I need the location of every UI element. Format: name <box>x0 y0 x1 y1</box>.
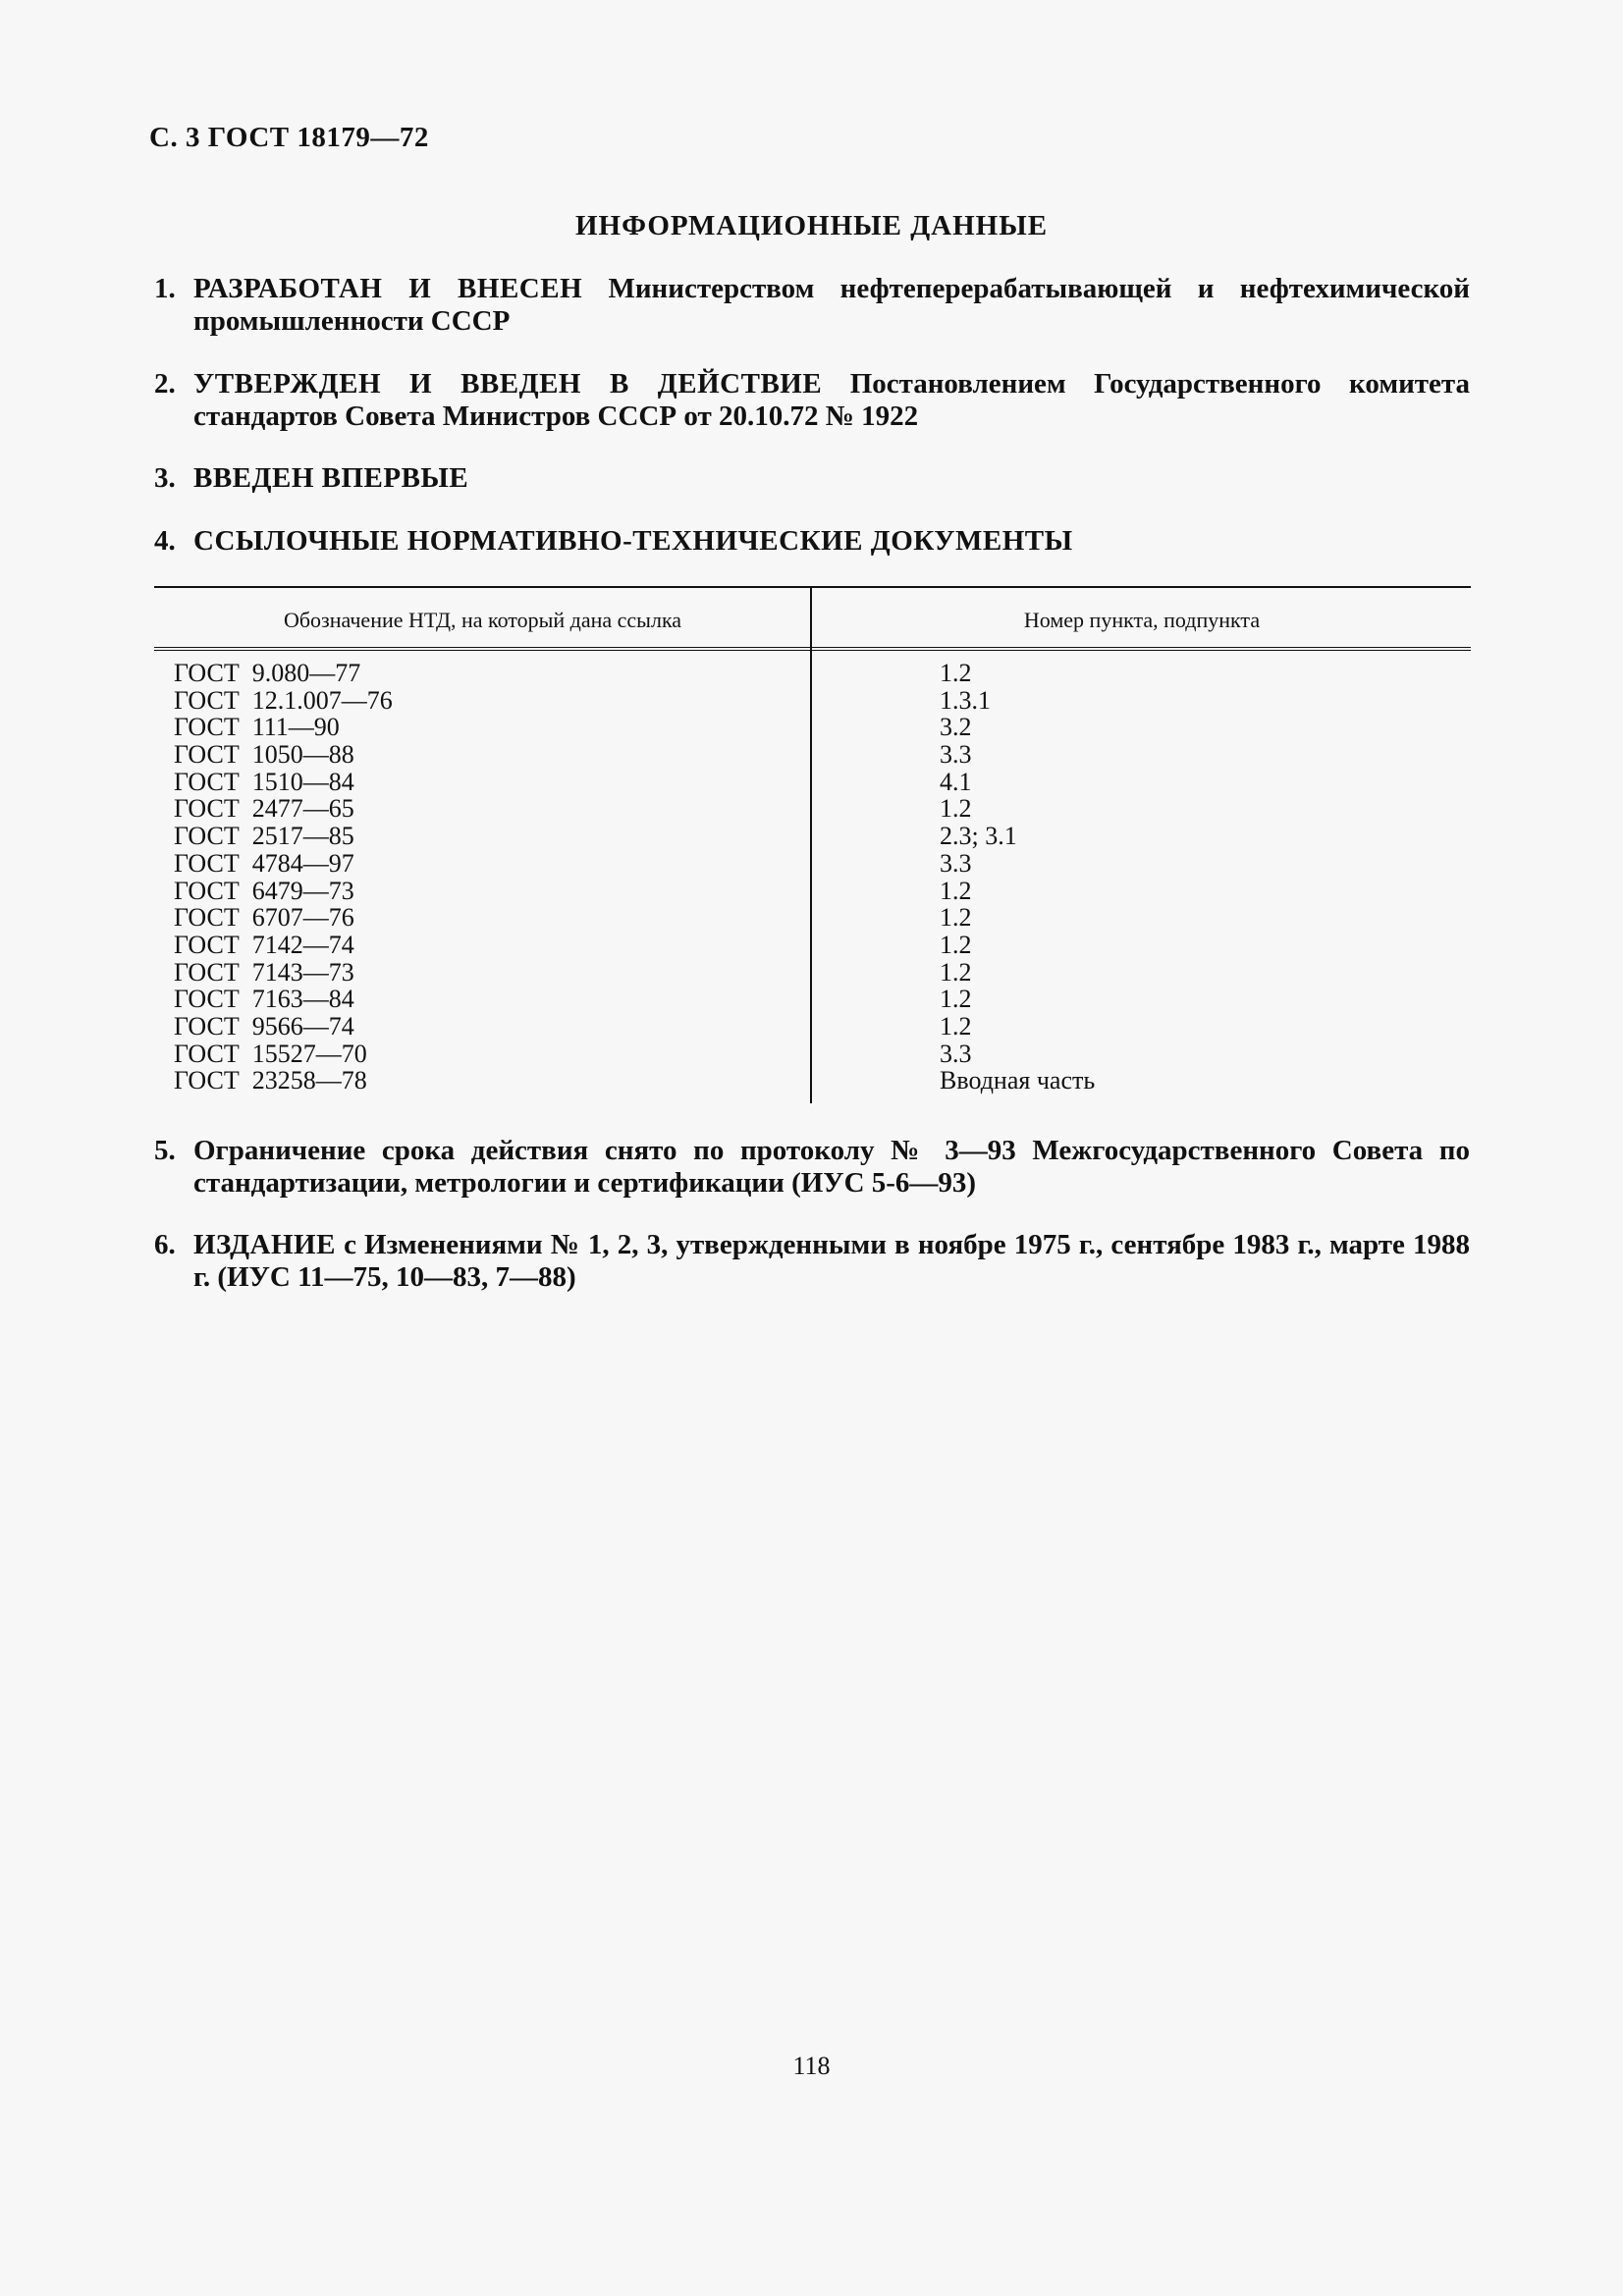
table-row <box>154 878 1471 905</box>
item-text <box>193 368 1470 433</box>
table-row <box>154 741 1471 769</box>
table-row <box>154 1013 1471 1041</box>
cell-designation: ГОСТ 9566—74 <box>174 1011 354 1041</box>
cell-clause: 3.2 <box>940 713 972 742</box>
cell-designation: ГОСТ 7142—74 <box>174 930 354 959</box>
cell-designation: ГОСТ 6479—73 <box>174 876 354 905</box>
item-text <box>193 462 1470 495</box>
table-row <box>154 769 1471 796</box>
cell-designation: ГОСТ 111—90 <box>174 713 340 742</box>
item-body: Постановлением Государственного комитета стандартов Совета Министров СССР от 20.10.72 № 1922 <box>193 368 1470 432</box>
table-row <box>154 959 1471 987</box>
item-number: 5. <box>154 1135 176 1166</box>
table-header <box>154 588 1471 651</box>
table-row <box>154 823 1471 850</box>
cell-designation: ГОСТ 12.1.007—76 <box>174 685 393 715</box>
item-number: 6. <box>154 1229 176 1260</box>
item-lead: ИЗДАНИЕ <box>193 1229 336 1260</box>
table-row <box>154 904 1471 932</box>
item-text <box>193 525 1470 558</box>
column-header-clause: Номер пункта, подпункта <box>1023 608 1261 632</box>
item-text <box>193 1135 1470 1200</box>
cell-clause: 3.3 <box>940 740 972 770</box>
info-item-1 <box>154 273 1470 338</box>
cell-designation: ГОСТ 7143—73 <box>174 957 354 987</box>
cell-designation: ГОСТ 9.080—77 <box>174 659 361 687</box>
info-item-2 <box>154 368 1470 433</box>
cell-designation: ГОСТ 23258—78 <box>174 1066 367 1095</box>
table-body <box>154 651 1471 1095</box>
cell-clause: 3.3 <box>940 848 972 878</box>
item-number: 2. <box>154 368 176 400</box>
item-text <box>193 273 1470 338</box>
info-item-5 <box>154 1135 1470 1200</box>
cell-clause: 1.2 <box>940 985 972 1014</box>
document-title: ИНФОРМАЦИОННЫЕ ДАННЫЕ <box>574 210 1049 241</box>
cell-designation: ГОСТ 2477—65 <box>174 794 354 824</box>
cell-clause: 1.2 <box>940 903 972 933</box>
item-number: 4. <box>154 525 176 557</box>
cell-clause: 1.3.1 <box>940 685 991 715</box>
column-header-designation: Обозначение НТД, на который дана ссылка <box>283 608 682 632</box>
cell-clause: 1.2 <box>940 957 972 987</box>
table-row <box>154 795 1471 823</box>
item-number: 1. <box>154 273 176 304</box>
cell-designation: ГОСТ 1050—88 <box>174 740 354 770</box>
item-body: Ограничение срока действия снято по протоколу № 3—93 Межгосударственного Совета по стандартизации, метрологии и сертификации (ИУС 5-6—93) <box>193 1135 1470 1199</box>
cell-designation: ГОСТ 6707—76 <box>174 903 354 933</box>
cell-designation: ГОСТ 4784—97 <box>174 848 354 878</box>
cell-designation: ГОСТ 1510—84 <box>174 767 354 796</box>
info-item-4 <box>154 525 1470 558</box>
cell-clause: 1.2 <box>940 930 972 959</box>
cell-clause: 1.2 <box>940 876 972 905</box>
page-header: С. 3 ГОСТ 18179—72 <box>149 122 429 153</box>
cell-clause: 3.3 <box>940 1039 972 1068</box>
item-lead: ССЫЛОЧНЫЕ НОРМАТИВНО-ТЕХНИЧЕСКИЕ ДОКУМЕНТЫ <box>193 525 1073 557</box>
item-text <box>193 1229 1470 1294</box>
cell-designation: ГОСТ 7163—84 <box>174 985 354 1014</box>
table-row <box>154 850 1471 878</box>
cell-clause: 1.2 <box>940 1011 972 1041</box>
info-item-6 <box>154 1229 1470 1294</box>
table-row <box>154 932 1471 959</box>
cell-clause: Вводная часть <box>940 1066 1096 1095</box>
item-number: 3. <box>154 462 176 494</box>
item-lead: РАЗРАБОТАН И ВНЕСЕН <box>193 273 583 304</box>
page-number: 118 <box>792 2052 831 2080</box>
table-row <box>154 1067 1471 1095</box>
cell-clause: 2.3; 3.1 <box>940 822 1017 851</box>
item-lead: ВВЕДЕН ВПЕРВЫЕ <box>193 462 469 494</box>
cell-designation: ГОСТ 15527—70 <box>174 1039 367 1068</box>
table-row <box>154 986 1471 1013</box>
table-row <box>154 660 1471 687</box>
table-row <box>154 687 1471 715</box>
item-lead: УТВЕРЖДЕН И ВВЕДЕН В ДЕЙСТВИЕ <box>193 368 823 400</box>
table-row <box>154 1041 1471 1068</box>
info-item-3 <box>154 462 1470 495</box>
item-body: с Изменениями № 1, 2, 3, утвержденными в ноябре 1975 г., сентябре 1983 г., марте 1988 г. (ИУС 11—75, 10—83, 7—88) <box>193 1229 1471 1293</box>
cell-clause: 4.1 <box>940 767 972 796</box>
item-body: Министерством нефтеперерабатывающей и нефтехимической промышленности СССР <box>193 273 1470 337</box>
reference-documents-table <box>154 586 1471 1095</box>
cell-clause: 1.2 <box>940 659 972 687</box>
cell-designation: ГОСТ 2517—85 <box>174 822 354 851</box>
cell-clause: 1.2 <box>940 794 972 824</box>
table-row <box>154 714 1471 741</box>
